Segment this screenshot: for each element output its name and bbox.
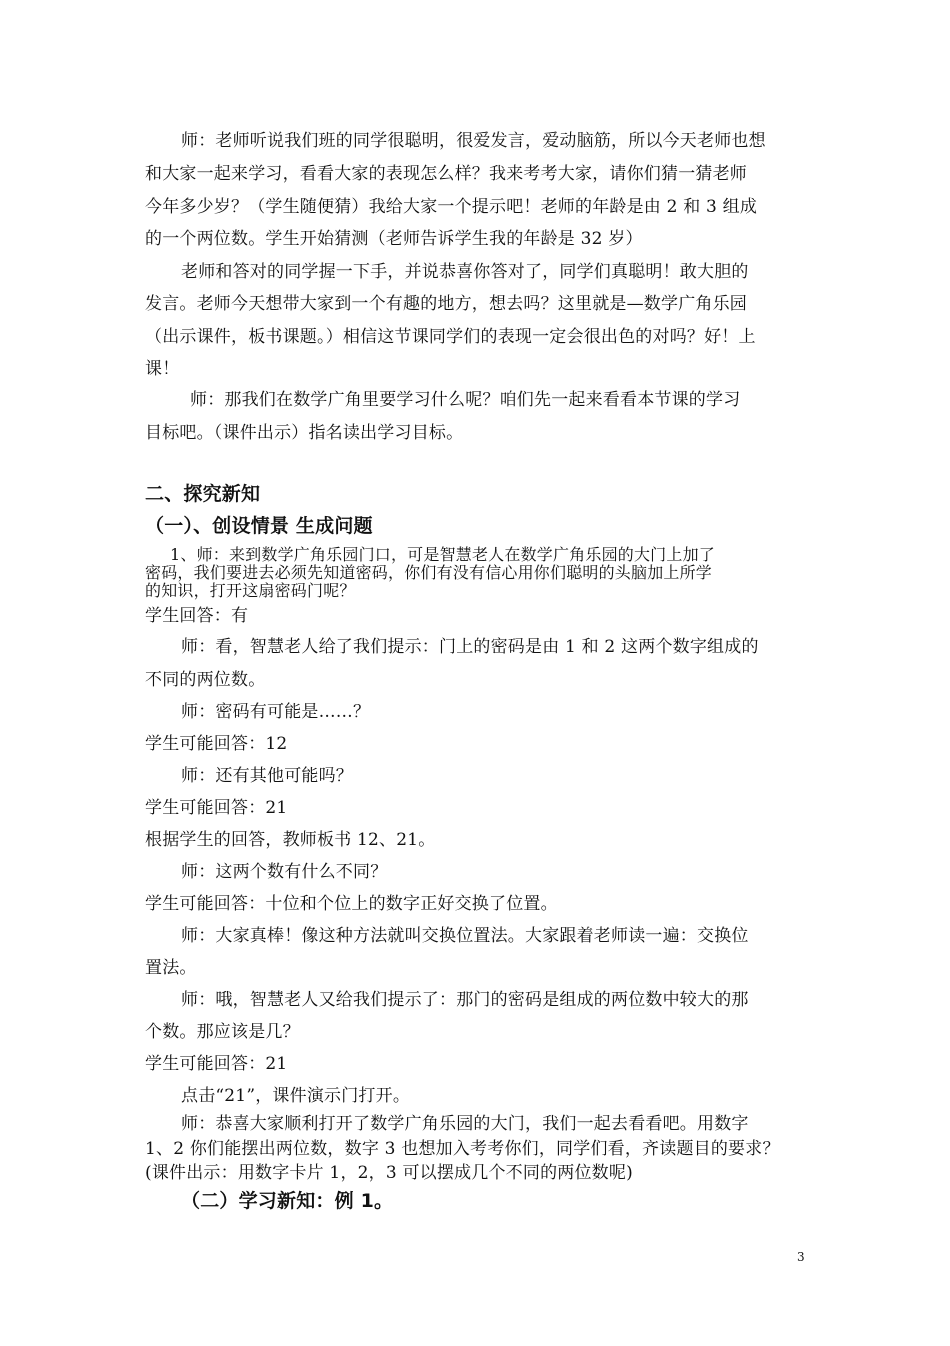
paragraph-line: 师：这两个数有什么不同？ [181, 862, 388, 882]
paragraph-line: 师：大家真棒！像这种方法就叫交换位置法。大家跟着老师读一遍：交换位 [181, 926, 749, 946]
paragraph-line: 点击“21”，课件演示门打开。 [181, 1086, 411, 1106]
paragraph-line: 学生可能回答：12 [145, 734, 288, 754]
paragraph-line: 师：还有其他可能吗？ [181, 766, 353, 786]
paragraph-line: 个数。那应该是几？ [145, 1022, 300, 1042]
subsection-heading: （一）、创设情景 生成问题 [145, 515, 373, 537]
paragraph-line: 目标吧。（课件出示）指名读出学习目标。 [145, 423, 464, 443]
paragraph-line: 学生可能回答：21 [145, 1054, 288, 1074]
paragraph-line: 的一个两位数。学生开始猜测（老师告诉学生我的年龄是 32 岁） [145, 229, 643, 249]
paragraph-line: 师：密码有可能是……？ [181, 702, 371, 722]
paragraph-line: 学生回答：有 [145, 606, 249, 626]
paragraph-line: 师：老师听说我们班的同学很聪明，很爱发言，爱动脑筋，所以今天老师也想 [181, 131, 766, 151]
paragraph-line: （出示课件，板书课题。）相信这节课同学们的表现一定会很出色的对吗？好！上 [145, 327, 756, 347]
page-number: 3 [797, 1250, 805, 1264]
paragraph-line: 师：恭喜大家顺利打开了数学广角乐园的大门，我们一起去看看吧。用数字 [181, 1114, 749, 1134]
paragraph-line: 课！ [145, 359, 180, 379]
paragraph-line: 今年多少岁？（学生随便猜）我给大家一个提示吧！老师的年龄是由 2 和 3 组成 [145, 197, 758, 217]
paragraph-line: 的知识，打开这扇密码门呢？ [145, 581, 356, 600]
section-heading: 二、探究新知 [145, 483, 261, 505]
paragraph-line: 师：那我们在数学广角里要学习什么呢？咱们先一起来看看本节课的学习 [190, 390, 741, 410]
paragraph-line: 根据学生的回答，教师板书 12、21。 [145, 830, 436, 850]
paragraph-line: 密码，我们要进去必须先知道密码，你们有没有信心用你们聪明的头脑加上所学 [145, 563, 713, 582]
paragraph-line: 学生可能回答：21 [145, 798, 288, 818]
paragraph-line: 1、师：来到数学广角乐园门口，可是智慧老人在数学广角乐园的大门上加了 [170, 545, 715, 564]
paragraph-line: 学生可能回答：十位和个位上的数字正好交换了位置。 [145, 894, 558, 914]
paragraph-line: 置法。 [145, 958, 197, 978]
paragraph-line: 师：哦，智慧老人又给我们提示了：那门的密码是组成的两位数中较大的那 [181, 990, 749, 1010]
paragraph-line: 和大家一起来学习，看看大家的表现怎么样？我来考考大家，请你们猜一猜老师 [145, 164, 747, 184]
paragraph-line: 老师和答对的同学握一下手，并说恭喜你答对了，同学们真聪明！敢大胆的 [181, 262, 749, 282]
subsection-heading: （二）学习新知：例 1。 [181, 1190, 394, 1212]
paragraph-line: 不同的两位数。 [145, 670, 266, 690]
paragraph-line: 发言。老师今天想带大家到一个有趣的地方，想去吗？这里就是—数学广角乐园 [145, 294, 747, 314]
paragraph-line: (课件出示：用数字卡片 1，2，3 可以摆成几个不同的两位数呢) [145, 1163, 633, 1183]
paragraph-line: 师：看，智慧老人给了我们提示：门上的密码是由 1 和 2 这两个数字组成的 [181, 637, 759, 657]
paragraph-line: 1、2 你们能摆出两位数，数字 3 也想加入考考你们，同学们看，齐读题目的要求？ [145, 1139, 780, 1159]
